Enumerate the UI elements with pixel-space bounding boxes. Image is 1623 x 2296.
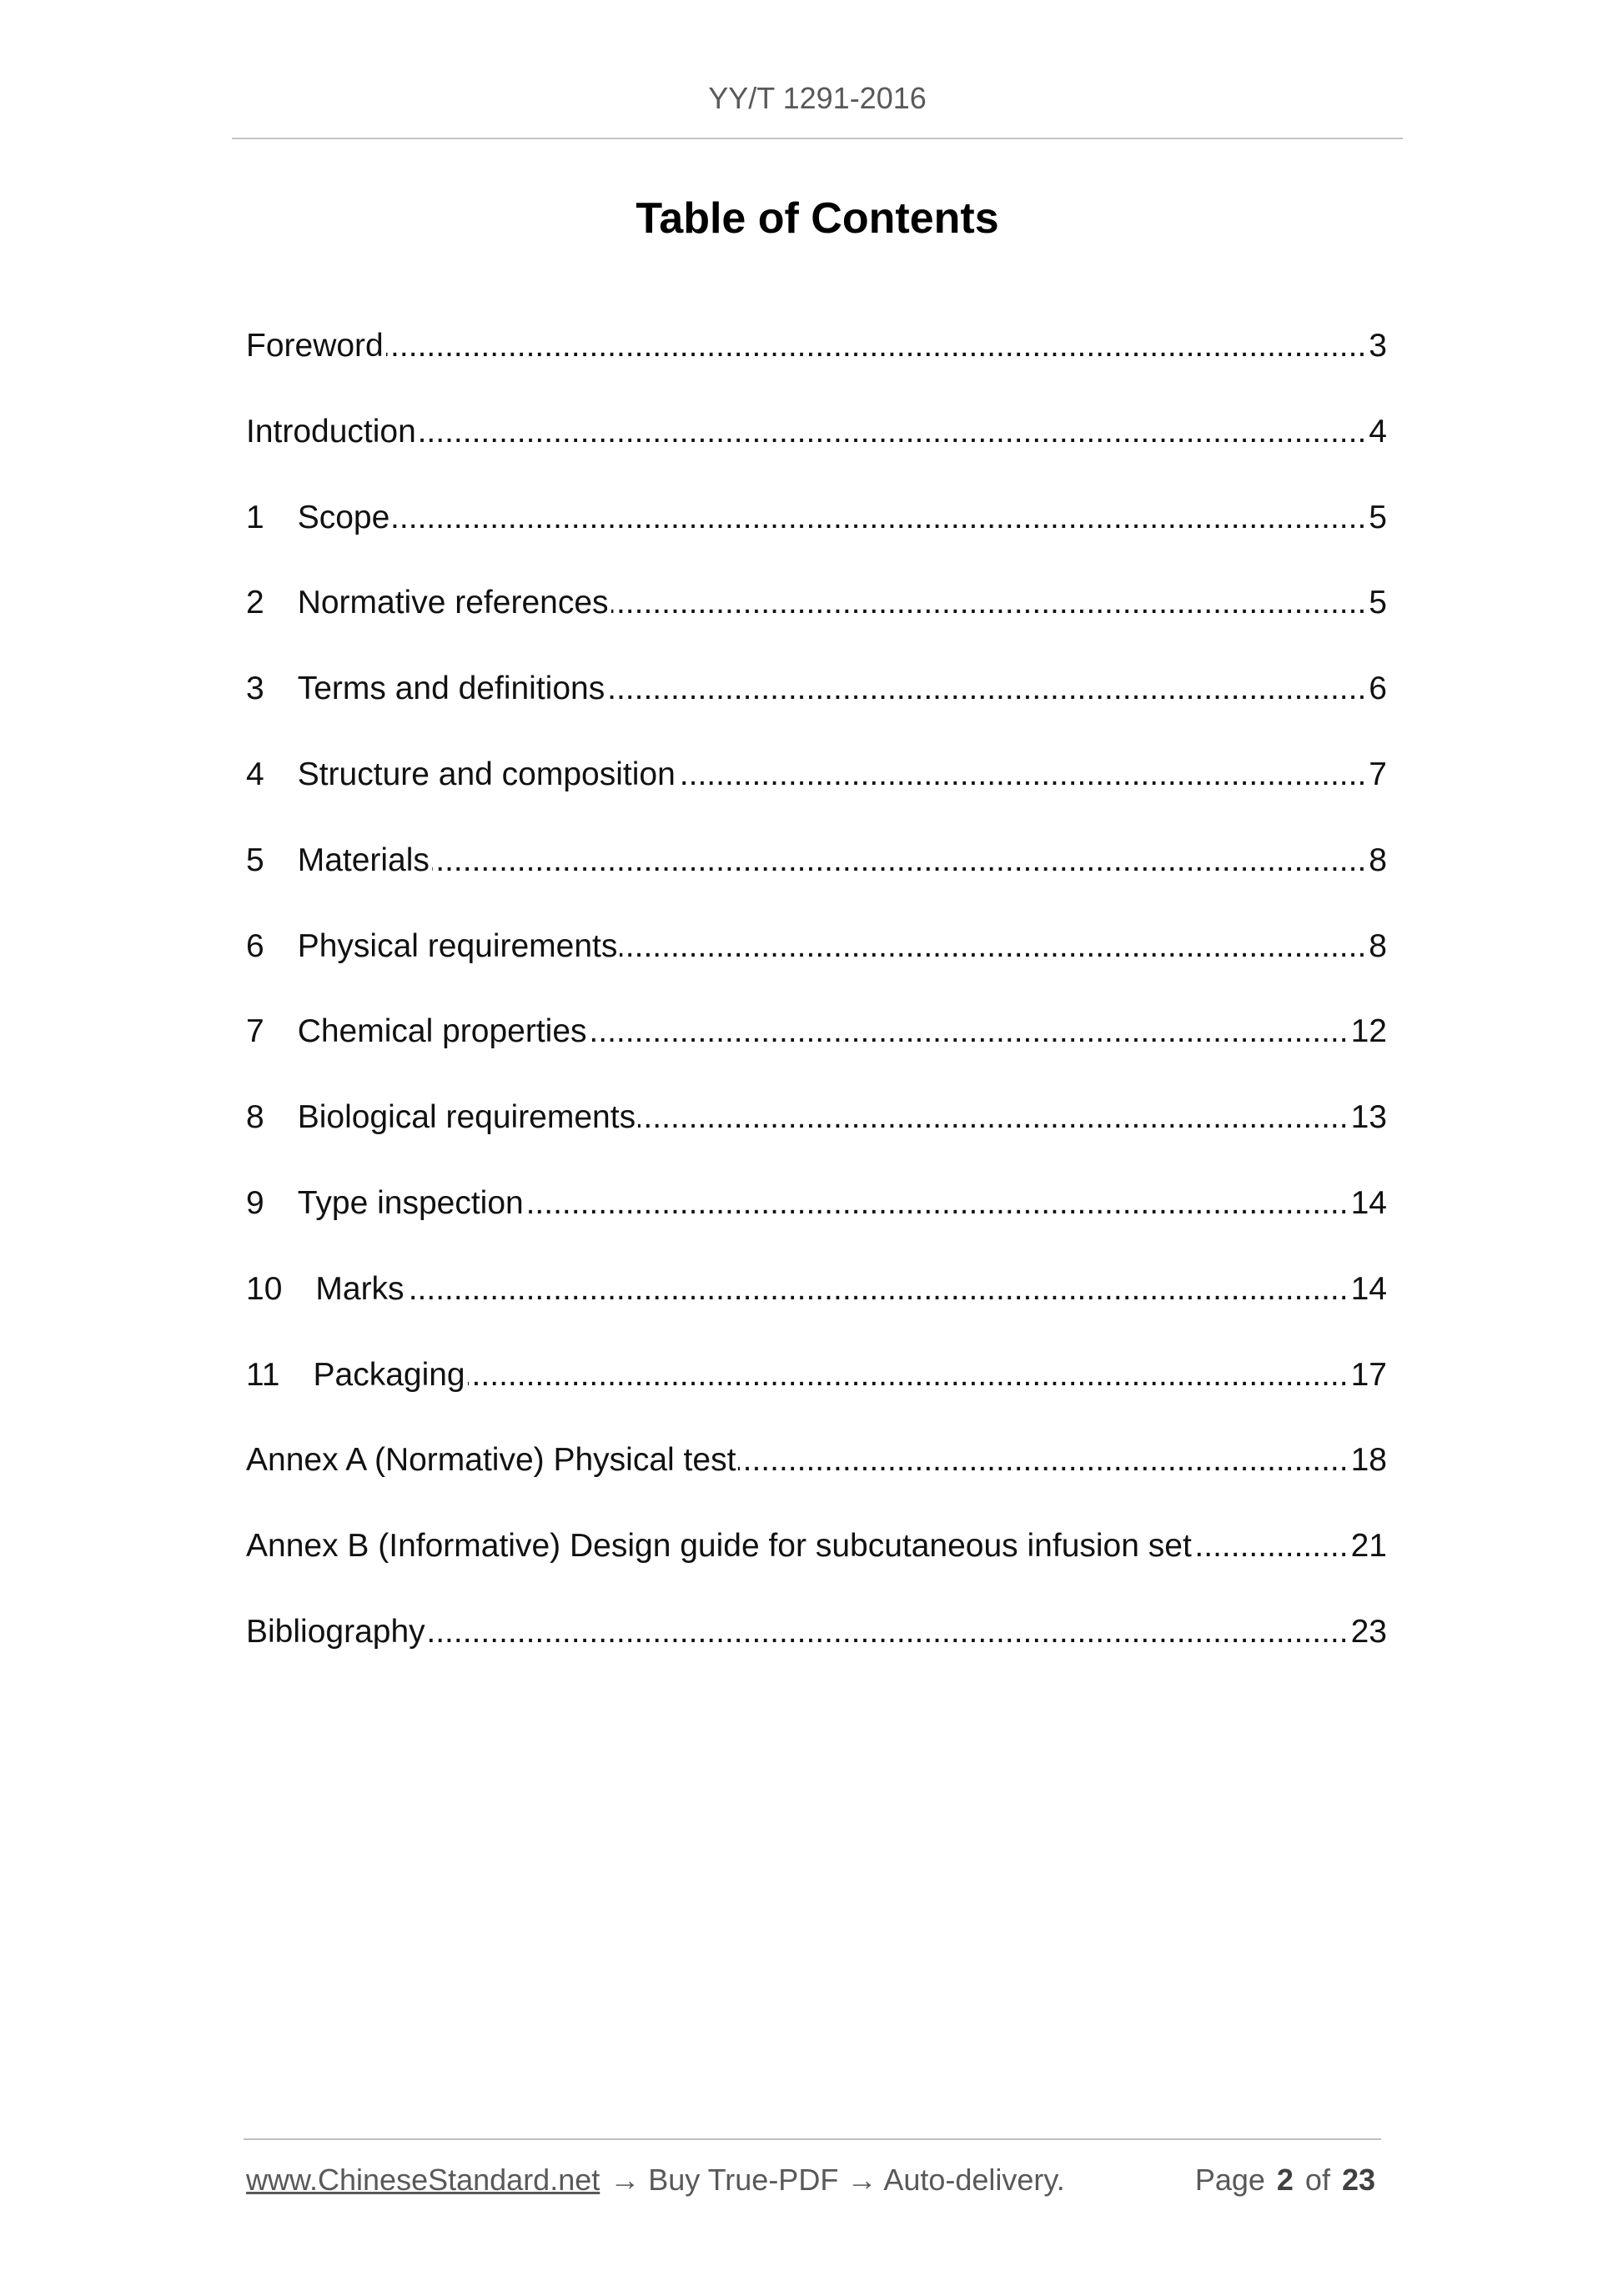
current-page-number: 2: [1276, 2163, 1294, 2197]
toc-dot-leader: [638, 1075, 1349, 1161]
table-of-contents: [246, 304, 1387, 1676]
page-label: Page: [1194, 2163, 1265, 2197]
website-link[interactable]: www.ChineseStandard.net: [246, 2163, 600, 2197]
document-code-header: YY/T 1291-2016: [708, 81, 927, 115]
toc-entry-label: Bibliography: [246, 1613, 425, 1650]
toc-entry-bibliography[interactable]: [246, 1590, 1387, 1676]
toc-entry-number: 9: [246, 1184, 264, 1221]
toc-dot-leader: [738, 1418, 1348, 1504]
page-footer: [246, 2162, 1375, 2198]
toc-entry-page: 14: [1350, 1184, 1387, 1221]
toc-entry-number: 3: [246, 671, 264, 707]
toc-entry-page: 8: [1369, 927, 1387, 964]
toc-entry-page: 17: [1350, 1356, 1387, 1393]
toc-entry-label: Materials: [297, 842, 430, 878]
toc-dot-leader: [468, 1333, 1349, 1419]
toc-entry-label: Annex A (Normative) Physical test: [246, 1442, 736, 1479]
toc-entry-terms-and-definitions[interactable]: [246, 646, 1387, 732]
toc-dot-leader: [392, 475, 1366, 561]
toc-dot-leader: [611, 560, 1367, 646]
toc-entry-label: Packaging: [313, 1356, 465, 1393]
toc-entry-label: Normative references: [297, 585, 609, 621]
toc-entry-physical-requirements[interactable]: [246, 904, 1387, 990]
footer-divider: [244, 2138, 1381, 2140]
toc-entry-label: Marks: [315, 1270, 404, 1307]
toc-dot-leader: [678, 732, 1367, 818]
toc-entry-number: 6: [246, 927, 264, 964]
toc-entry-page: 3: [1369, 328, 1387, 364]
of-label: of: [1304, 2163, 1330, 2197]
toc-entry-marks[interactable]: [246, 1247, 1387, 1333]
toc-dot-leader: [428, 1590, 1349, 1676]
toc-entry-materials[interactable]: [246, 818, 1387, 904]
toc-entry-label: Type inspection: [297, 1184, 524, 1221]
toc-entry-biological-requirements[interactable]: [246, 1075, 1387, 1161]
toc-entry-label: Physical requirements: [297, 927, 618, 964]
toc-dot-leader: [432, 818, 1366, 904]
toc-dot-leader: [590, 989, 1349, 1075]
toc-entry-page: 7: [1369, 756, 1387, 792]
toc-entry-label: Introduction: [246, 413, 416, 450]
toc-entry-chemical-properties[interactable]: [246, 989, 1387, 1075]
toc-entry-page: 12: [1350, 1013, 1387, 1050]
toc-entry-foreword[interactable]: [246, 304, 1387, 389]
toc-entry-page: 4: [1369, 413, 1387, 450]
toc-entry-label: Foreword: [246, 328, 384, 364]
toc-dot-leader: [526, 1161, 1349, 1247]
toc-dot-leader: [607, 646, 1366, 732]
toc-dot-leader: [407, 1247, 1349, 1333]
toc-entry-page: 18: [1350, 1442, 1387, 1479]
toc-entry-packaging[interactable]: [246, 1333, 1387, 1419]
footer-tagline: → Buy True-PDF → Auto-delivery.: [610, 2163, 1065, 2197]
toc-entry-number: 7: [246, 1013, 264, 1050]
toc-entry-annex-a[interactable]: [246, 1418, 1387, 1504]
toc-entry-label: Biological requirements: [297, 1099, 636, 1136]
toc-dot-leader: [1194, 1504, 1349, 1590]
toc-entry-type-inspection[interactable]: [246, 1161, 1387, 1247]
toc-entry-introduction[interactable]: [246, 389, 1387, 475]
toc-entry-number: 5: [246, 842, 264, 878]
toc-entry-number: 1: [246, 499, 264, 535]
toc-entry-page: 13: [1350, 1099, 1387, 1136]
toc-entry-number: 11: [246, 1356, 280, 1393]
toc-entry-label: Scope: [297, 499, 390, 535]
toc-entry-label: Structure and composition: [297, 756, 676, 792]
toc-entry-label: Annex B (Informative) Design guide for subcutaneous infusion set: [246, 1528, 1192, 1565]
header-divider: [232, 138, 1403, 139]
toc-entry-number: 8: [246, 1099, 264, 1136]
toc-entry-structure-and-composition[interactable]: [246, 732, 1387, 818]
toc-entry-page: 8: [1369, 842, 1387, 878]
total-pages-number: 23: [1341, 2163, 1375, 2197]
toc-entry-number: 4: [246, 756, 264, 792]
toc-dot-leader: [386, 304, 1367, 389]
footer-promo: [246, 2162, 1065, 2198]
toc-entry-number: 10: [246, 1270, 283, 1307]
toc-entry-number: 2: [246, 585, 264, 621]
toc-entry-page: 5: [1369, 585, 1387, 621]
toc-entry-page: 6: [1369, 671, 1387, 707]
toc-entry-label: Chemical properties: [297, 1013, 587, 1050]
toc-entry-page: 23: [1350, 1613, 1387, 1650]
page-title: Table of Contents: [636, 194, 999, 243]
toc-dot-leader: [620, 904, 1366, 990]
page-indicator: [1195, 2162, 1375, 2198]
toc-entry-page: 21: [1350, 1528, 1387, 1565]
toc-entry-page: 5: [1369, 499, 1387, 535]
toc-entry-annex-b[interactable]: [246, 1504, 1387, 1590]
toc-entry-page: 14: [1350, 1270, 1387, 1307]
toc-entry-scope[interactable]: [246, 475, 1387, 561]
toc-entry-normative-references[interactable]: [246, 560, 1387, 646]
toc-entry-label: Terms and definitions: [297, 671, 605, 707]
toc-dot-leader: [419, 389, 1366, 475]
